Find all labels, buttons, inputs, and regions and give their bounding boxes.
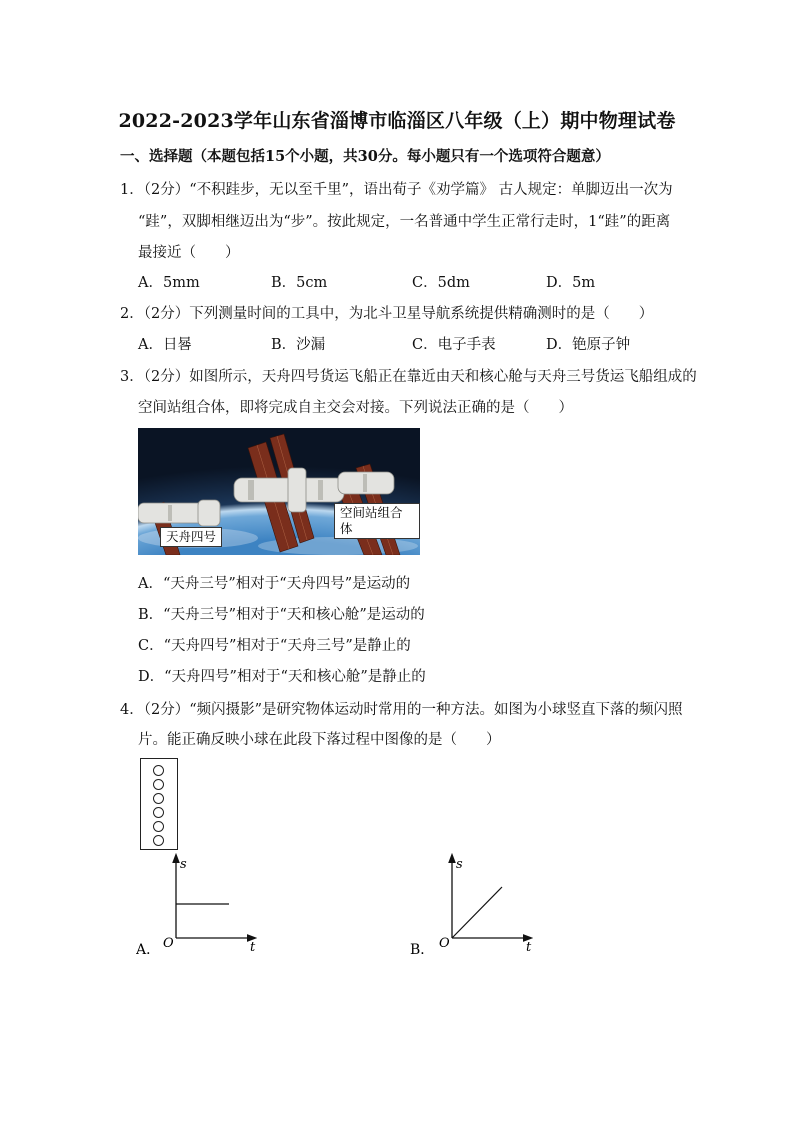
q2-option-b: B．沙漏: [271, 337, 326, 353]
graph-b: [410, 852, 540, 957]
q2-option-d: D．铯原子钟: [546, 337, 631, 353]
space-station-photo: [138, 428, 420, 555]
q2-line-1: 2．（2分）下列测量时间的工具中，为北斗卫星导航系统提供精确测时的是（ ）: [120, 306, 654, 322]
q1-option-a: A．5mm: [138, 275, 200, 291]
q2-option-c: C．电子手表: [412, 337, 496, 353]
q2-option-a: A．日晷: [138, 337, 192, 353]
label-space-station-combo: 空间站组合体: [334, 503, 420, 539]
graph-a-origin: O: [163, 936, 174, 951]
q3-option-a: A．“天舟三号”相对于“天舟四号”是运动的: [138, 576, 411, 592]
ball-2: [153, 779, 164, 790]
ball-3: [153, 793, 164, 804]
graph-b-option-label: B．: [410, 942, 435, 957]
graph-a: [136, 852, 266, 957]
ball-5: [153, 821, 164, 832]
graph-b-line: [452, 887, 502, 938]
section-heading: 一、选择题（本题包括15个小题，共30分。每小题只有一个选项符合题意）: [120, 148, 610, 165]
q4-line-1: 4．（2分）“频闪摄影”是研究物体运动时常用的一种方法。如图为小球竖直下落的频闪照: [120, 702, 683, 718]
graph-a-option-label: A．: [136, 942, 161, 957]
graph-a-y-label: s: [180, 857, 187, 872]
q1-option-c: C．5dm: [412, 275, 470, 291]
graph-a-x-label: t: [250, 940, 256, 955]
q3-line-2: 空间站组合体，即将完成自主交会对接。下列说法正确的是（ ）: [138, 400, 573, 416]
q1-option-b: B．5cm: [271, 275, 328, 291]
ball-6: [153, 835, 164, 846]
q4-line-2: 片。能正确反映小球在此段下落过程中图像的是（ ）: [138, 732, 501, 748]
graph-b-y-label: s: [456, 857, 463, 872]
q3-option-c: C．“天舟四号”相对于“天舟三号”是静止的: [138, 638, 411, 654]
q3-option-d: D．“天舟四号”相对于“天和核心舱”是静止的: [138, 669, 426, 685]
label-tianzhou-4: 天舟四号: [160, 527, 222, 547]
q1-line-2: “跬”，双脚相继迈出为“步”。按此规定，一名普通中学生正常行走时，1“跬”的距离: [138, 214, 671, 230]
q1-option-d: D．5m: [546, 275, 596, 291]
q1-line-3: 最接近（ ）: [138, 245, 240, 261]
graph-b-x-label: t: [526, 940, 532, 955]
q3-line-1: 3．（2分）如图所示，天舟四号货运飞船正在靠近由天和核心舱与天舟三号货运飞船组成的: [120, 369, 697, 385]
strobe-photo: [140, 758, 178, 850]
page-title: 2022-2023学年山东省淄博市临淄区八年级（上）期中物理试卷: [118, 110, 676, 132]
ball-1: [153, 765, 164, 776]
q3-option-b: B．“天舟三号”相对于“天和核心舱”是运动的: [138, 607, 425, 623]
q1-line-1: 1．（2分）“不积跬步，无以至千里”，语出荀子《劝学篇》 古人规定：单脚迈出一次为: [120, 182, 673, 198]
graph-b-origin: O: [439, 936, 450, 951]
ball-4: [153, 807, 164, 818]
